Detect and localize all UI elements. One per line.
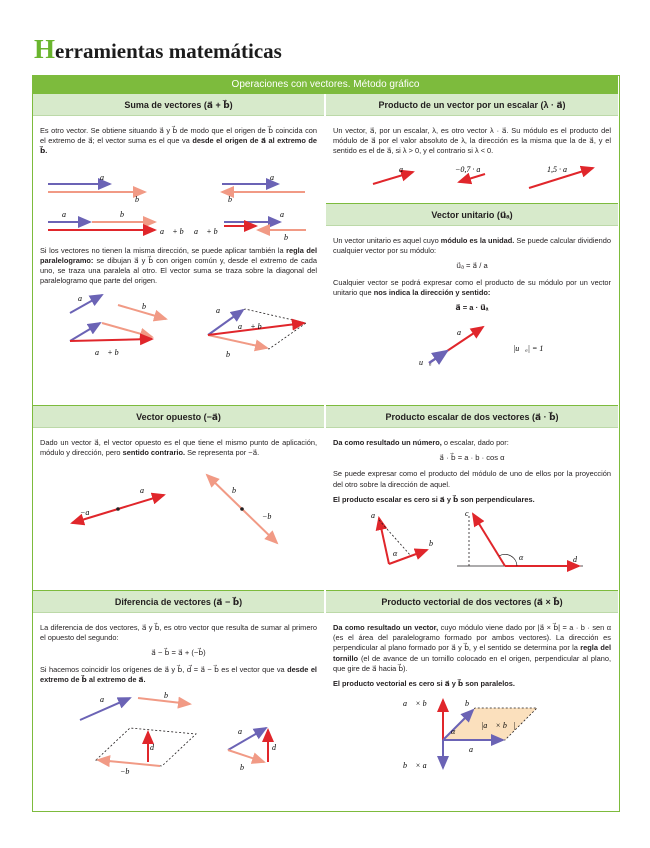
suma-text-2: Si los vectores no tienen la misma dirección, se puede aplicar también la [40, 245, 284, 255]
vector-b [208, 335, 267, 348]
section-body [326, 226, 618, 369]
pe-bold-1: Da como resultado un número, [333, 438, 442, 447]
suma-bold-2: regla del paralelogramo: [40, 245, 318, 265]
vector-b [228, 750, 264, 762]
label-a: a⃗ [216, 306, 227, 316]
label-neg: −0,7 · a⃗ [455, 164, 487, 174]
opuesto-text-2: Se representa por −a⃗. [187, 448, 260, 458]
label-ua: u⃗ₐ [419, 358, 432, 368]
label-d: d⃗ [272, 743, 283, 753]
pv-text-1: cuyo módulo viene dado por |a⃗ × b⃗| = a · b · sen α (es el área del paralelogramo formado por ambos vectores). La dirección es perpendicular al plano formado por a⃗ y b⃗, y el sentido se determina por la [333, 623, 611, 653]
label-a: a⃗ [399, 164, 410, 174]
opuesto-bold: sentido contrario. [122, 448, 186, 458]
label-a: a⃗ [62, 209, 73, 219]
vector-a [70, 323, 100, 341]
label-a: a⃗ [238, 727, 249, 737]
suma-text-1: Es otro vector. Se obtiene situando a⃗ y b⃗ de modo que el origen de b⃗ coincida con el extremo de a⃗; el vector suma es el que va [40, 126, 317, 146]
page-title [34, 34, 282, 65]
section-title: Producto escalar de dos vectores (a⃗ · b⃗) [326, 406, 618, 428]
diferencia-formula: a⃗ − b⃗ = a⃗ + (−b⃗) [151, 648, 206, 658]
label-b: b⃗ [284, 232, 295, 242]
pe-text-1: o escalar, dado por: [443, 438, 509, 447]
suma-diagram [40, 162, 316, 242]
diferencia-text-2: Si hacemos coincidir los orígenes de a⃗ y b⃗, d⃗ = a⃗ − b⃗ es el vector que va [40, 664, 285, 674]
label-area: |a⃗ × b⃗| [481, 721, 516, 731]
section-body [326, 116, 618, 192]
section-escalar [326, 94, 618, 204]
vector-neg-b [98, 760, 160, 766]
label-a: a⃗ [371, 511, 382, 521]
unitario-diagram [333, 319, 609, 369]
producto-vectorial-diagram [333, 694, 609, 774]
diferencia-diagram [40, 690, 316, 774]
section-producto-escalar [326, 406, 618, 591]
label-pos: 1,5 · a⃗ [547, 164, 574, 174]
unitario-text-1: Un vector unitario es aquel cuyo [333, 236, 439, 245]
sheet-banner: Operaciones con vectores. Método gráfico [33, 76, 618, 94]
label-sum: a⃗ + b⃗ [194, 226, 224, 236]
label-b: b⃗ [232, 486, 243, 496]
opuesto-diagram [40, 463, 316, 573]
diferencia-text-1: La diferencia de dos vectores, a⃗ y b⃗, es otro vector que resulta de sumar al primero el opuesto del segundo: [40, 623, 317, 643]
section-unitario [326, 204, 618, 406]
section-title: Vector unitario (u⃗ₐ) [326, 204, 618, 226]
unitario-bold-2: nos indica la dirección y sentido: [373, 287, 491, 297]
section-body [326, 613, 618, 774]
pv-text-2: (el de avance de un tornillo colocado en el origen, perpendicular al plano, que gire de a⃗ hacia b⃗). [333, 653, 611, 673]
origin-dot [240, 508, 244, 512]
section-diferencia [33, 591, 324, 813]
label-neg-b: −b⃗ [262, 512, 278, 522]
section-title: Vector opuesto (−a⃗) [33, 406, 324, 428]
pe-text-2: Se puede expresar como el producto del módulo de uno de ellos por la proyección del otro sobre la dirección de aquel. [333, 469, 611, 489]
label-alpha: α [519, 553, 524, 563]
vector-neg [459, 174, 485, 182]
label-a: a⃗ [100, 695, 111, 705]
label-b: b⃗ [164, 691, 175, 701]
label-sum: a⃗ + b⃗ [238, 322, 268, 332]
vector-a [118, 495, 164, 509]
label-d: d⃗ [573, 555, 584, 565]
unitario-text-2: Se puede calcular dividiendo cualquier vector por su módulo: [333, 236, 611, 256]
unitario-formula-2: a⃗ = a · u⃗ₐ [455, 303, 489, 313]
section-title: Producto vectorial de dos vectores (a⃗ × b⃗) [326, 591, 618, 613]
label-b: b⃗ [142, 302, 153, 312]
label-a: a⃗ [469, 745, 480, 755]
label-bxa: b⃗ × a⃗ [403, 761, 433, 771]
title-initial: H [34, 34, 56, 64]
title-text: erramientas matemáticas [55, 39, 282, 63]
vector-ua [429, 351, 447, 363]
section-vectorial [326, 591, 618, 813]
label-b: b⃗ [429, 539, 440, 549]
label-a: a⃗ [78, 294, 89, 304]
label-sum: a⃗ + b⃗ [95, 348, 125, 358]
vector-c [473, 514, 505, 566]
label-c: c⃗ [465, 510, 475, 519]
label-d: d⃗ [150, 743, 161, 753]
label-b: b⃗ [135, 194, 146, 204]
label-alpha: α [393, 549, 398, 559]
label-a: a⃗ [457, 328, 468, 338]
vector-a [379, 518, 389, 564]
label-a: a⃗ [140, 486, 151, 496]
label-neg-a: −a⃗ [80, 508, 96, 518]
section-opuesto [33, 406, 324, 591]
label-modulus: |u⃗ₐ| = 1 [513, 344, 544, 354]
label-alpha: α [451, 727, 456, 737]
suma-bold-1: desde el origen de a⃗ al extremo de b⃗. [40, 136, 318, 156]
label-a: a⃗ [270, 172, 281, 182]
section-body [33, 613, 324, 774]
label-axb: a⃗ × b⃗ [403, 699, 433, 709]
section-title: Producto de un vector por un escalar (λ · a⃗) [326, 94, 618, 116]
label-b: b⃗ [465, 699, 476, 709]
diferencia-bold: desde el extremo de b⃗ al extremo de a⃗. [40, 664, 317, 684]
section-body [326, 428, 618, 572]
section-title: Diferencia de vectores (a⃗ − b⃗) [33, 591, 324, 613]
label-b: b⃗ [226, 350, 237, 360]
pv-bold-3: El producto vectorial es cero si a⃗ y b⃗ son paralelos. [333, 679, 515, 689]
label-b: b⃗ [228, 194, 239, 204]
section-suma [33, 94, 324, 406]
producto-escalar-diagram [333, 510, 609, 572]
origin-dot [116, 508, 120, 512]
paralelogramo-diagram [40, 291, 316, 365]
pv-bold-1: Da como resultado un vector, [333, 623, 439, 632]
label-a: a⃗ [100, 172, 111, 182]
section-body [33, 116, 324, 365]
label-b: b⃗ [120, 209, 131, 219]
label-neg-b: −b⃗ [120, 767, 136, 775]
vector-sum [70, 339, 152, 341]
label-sum: a⃗ + b⃗ [160, 226, 190, 236]
label-b: b⃗ [240, 763, 251, 773]
operations-sheet [32, 75, 620, 812]
section-title: Suma de vectores (a⃗ + b⃗) [33, 94, 324, 116]
vector-b [102, 323, 152, 337]
escalar-diagram [333, 162, 609, 192]
unitario-formula-1: u⃗ₐ = a⃗ / a [456, 261, 488, 271]
pe-bold-2: El producto escalar es cero si a⃗ y b⃗ son perpendiculares. [333, 494, 535, 504]
unitario-bold-1: módulo es la unidad. [440, 236, 515, 245]
opuesto-text-1: Dado un vector a⃗, el vector opuesto es el que tiene el mismo punto de aplicación, módulo y dirección, pero [40, 438, 317, 458]
section-body [33, 428, 324, 573]
pv-bold-2: regla del tornillo [333, 643, 611, 663]
pe-formula: a⃗ · b⃗ = a · b · cos α [439, 453, 505, 463]
unitario-text-3: Cualquier vector se podrá expresar como el producto de su módulo por un vector unitario que [333, 277, 611, 297]
suma-text-3: se dibujan a⃗ y b⃗ con origen común y, desde el extremo de cada uno, se traza una paralela al otro. El vector suma se traza sobre la diagonal del paralelogramo que parte del origen. [40, 255, 317, 286]
label-a: a⃗ [280, 209, 291, 219]
escalar-text: Un vector, a⃗, por un escalar, λ, es otro vector λ · a⃗. Su módulo es el producto del módulo de a⃗ por el valor absoluto de λ, la dirección es la misma que la de a⃗, y el sentido es el de a⃗, si λ > 0, y el contrario si λ < 0. [333, 126, 611, 156]
